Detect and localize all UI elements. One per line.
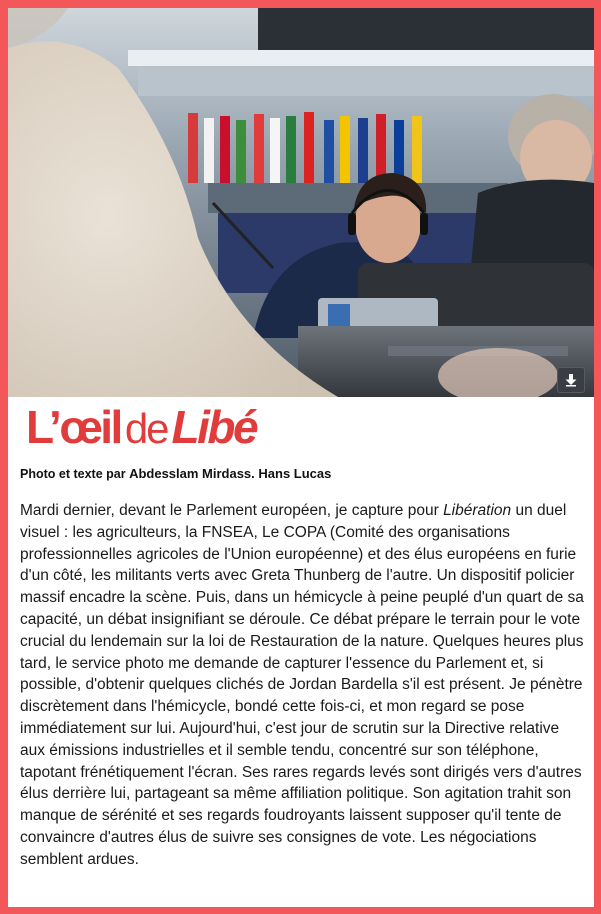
credit-prefix: Photo et texte par	[20, 467, 126, 481]
masthead-logo	[26, 399, 256, 455]
hero-photo	[8, 8, 594, 397]
download-arrow-icon	[564, 373, 578, 387]
article-text-start: Mardi dernier, devant le Parlement européen, je capture pour	[20, 502, 444, 519]
article-publication-name: Libération	[443, 502, 512, 519]
masthead-loeil: L’œil	[26, 401, 121, 453]
download-button[interactable]	[557, 367, 585, 393]
credit-author: Abdesslam Mirdass. Hans Lucas	[129, 466, 332, 481]
masthead-de: de	[124, 405, 168, 452]
parliament-photo-illustration	[8, 8, 594, 397]
photo-credit	[20, 466, 331, 481]
masthead-libe: Libé	[171, 401, 257, 453]
article-card	[8, 8, 594, 907]
article-body	[20, 500, 586, 871]
article-text-rest: un duel visuel : les agriculteurs, la FNSEA, Le COPA (Comité des organisations professionnelles agricoles de l'Union européenne) et des élus européens en furie d'un côté, les militants verts avec Greta Thunberg de l'autre. Un dispositif policier massif encadre la scène. Puis, dans un hémicycle à peine peuplé d'un quart de sa capacité, un débat insignifiant se déroule. Ce débat prépare le terrain pour le vote crucial du lendemain sur la loi de Restauration de la nature. Quelques heures plus tard, le service photo me demande de capturer l'essence du Parlement et, si possible, d'obtenir quelques clichés de Jordan Bardella s'il est présent. Je pénètre discrètement dans l'hémicycle, bondé cette fois-ci, et mon regard se pose immédiatement sur lui. Aujourd'hui, c'est jour de scrutin sur la Directive relative aux émissions industrielles et il semble tendu, concentré sur son téléphone, tapotant frénétiquement l'écran. Ses rares regards levés sont dirigés vers d'autres élus derrière lui, partageant sa même affiliation politique. Son agitation trahit son manque de sérénité et ses regards foudroyants laissent supposer qu'il tente de convaincre d'autres élus de suivre ses consignes de vote. Les négociations semblent ardues.	[20, 502, 584, 868]
